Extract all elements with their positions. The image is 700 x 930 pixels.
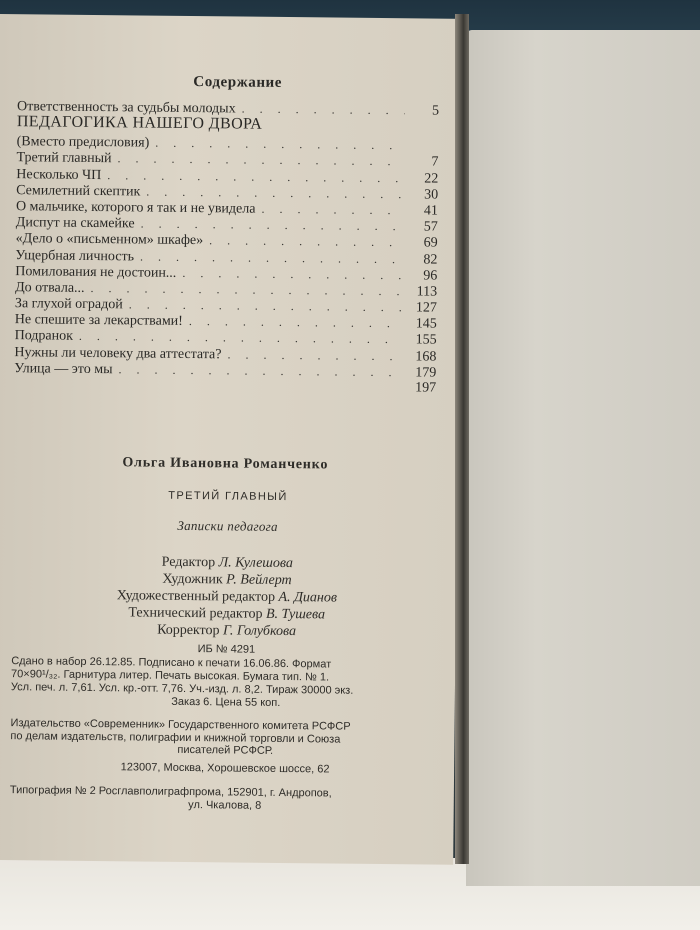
toc-entry: Семилетний скептик . . . 30 [16,182,438,203]
toc-entry: Подранок . . . 155 [15,328,437,349]
toc-entry: Нужны ли человеку два аттестата? . . . 168 [14,344,436,365]
toc-entry: Помилования не достоин... . . . 96 [15,263,437,284]
credit-line: Редактор Л. Кулешова [161,554,293,572]
credit-line: Корректор Г. Голубкова [157,622,297,640]
toc-entry: Ущербная личность . . . 82 [15,247,437,268]
toc-entry: За глухой оградой . . . 127 [15,295,437,316]
toc-entry: Диспут на скамейке . . . 57 [16,214,438,235]
toc-entry: Третий главный . . . 7 [16,150,438,171]
right-blank-page [466,30,700,886]
toc-entry: Улица — это мы . . . 179 [14,360,436,381]
toc-entry: Несколько ЧП . . . 22 [16,166,438,187]
publisher-info: Издательство «Современник» Государственного комитета РСФСР по делам издательств, полиграфии и книжной торговли и Союза писателей РСФСР. [10,717,351,757]
credit-line: Технический редактор В. Тушева [128,605,326,623]
credit-line: Художник Р. Вейлерт [162,571,292,589]
ib-number: ИБ № 4291 [197,643,256,656]
toc-entry: Не спешите за лекарствами! . . . 145 [15,311,437,332]
toc-entry: ПЕДАГОГИКА НАШЕГО ДВОРА [16,113,263,133]
publisher-address: 123007, Москва, Хорошевское шоссе, 62 [120,760,330,775]
publication-details: Сдано в набор 26.12.85. Подписано к печати 16.06.86. Формат 70×90¹/₃₂. Гарнитура литер. Печать высокая. Бумага тип. № 1. Усл. печ. л. 7,61. Усл. кр.-отт. 7,76. Уч.-изд. л. 8,2. Тираж 30000 экз. Заказ 6. Цена 55 коп. [11,655,442,712]
toc-entry: Ответственность за судьбы молодых . . . 5 [17,98,439,119]
order-price: Заказ 6. Цена 55 коп. [171,695,281,709]
toc-entry: «Дело о «письменном» шкафе» . . . 69 [16,230,438,251]
table-of-contents [14,98,439,397]
imprint-block [10,454,444,814]
toc-entry: До отвала... . . . 113 [15,279,437,300]
author-name: Ольга Ивановна Романченко [122,455,329,473]
book-subtitle: Записки педагога [177,517,278,534]
page-content [0,14,462,865]
printer-info: Типография № 2 Росглавполиграфпрома, 152901, г. Андропов, ул. Чкалова, 8 [9,783,332,812]
book-title: ТРЕТИЙ ГЛАВНЫЙ [168,489,288,504]
credits-list [11,552,442,641]
credit-line: Художественный редактор А. Дианов [116,588,338,606]
toc-heading: Содержание [193,74,283,91]
toc-entry: 197 [415,380,437,396]
toc-entry: (Вместо предисловия) . . . [17,133,439,154]
toc-entry: О мальчике, которого я так и не увидела . . . 41 [16,198,438,219]
